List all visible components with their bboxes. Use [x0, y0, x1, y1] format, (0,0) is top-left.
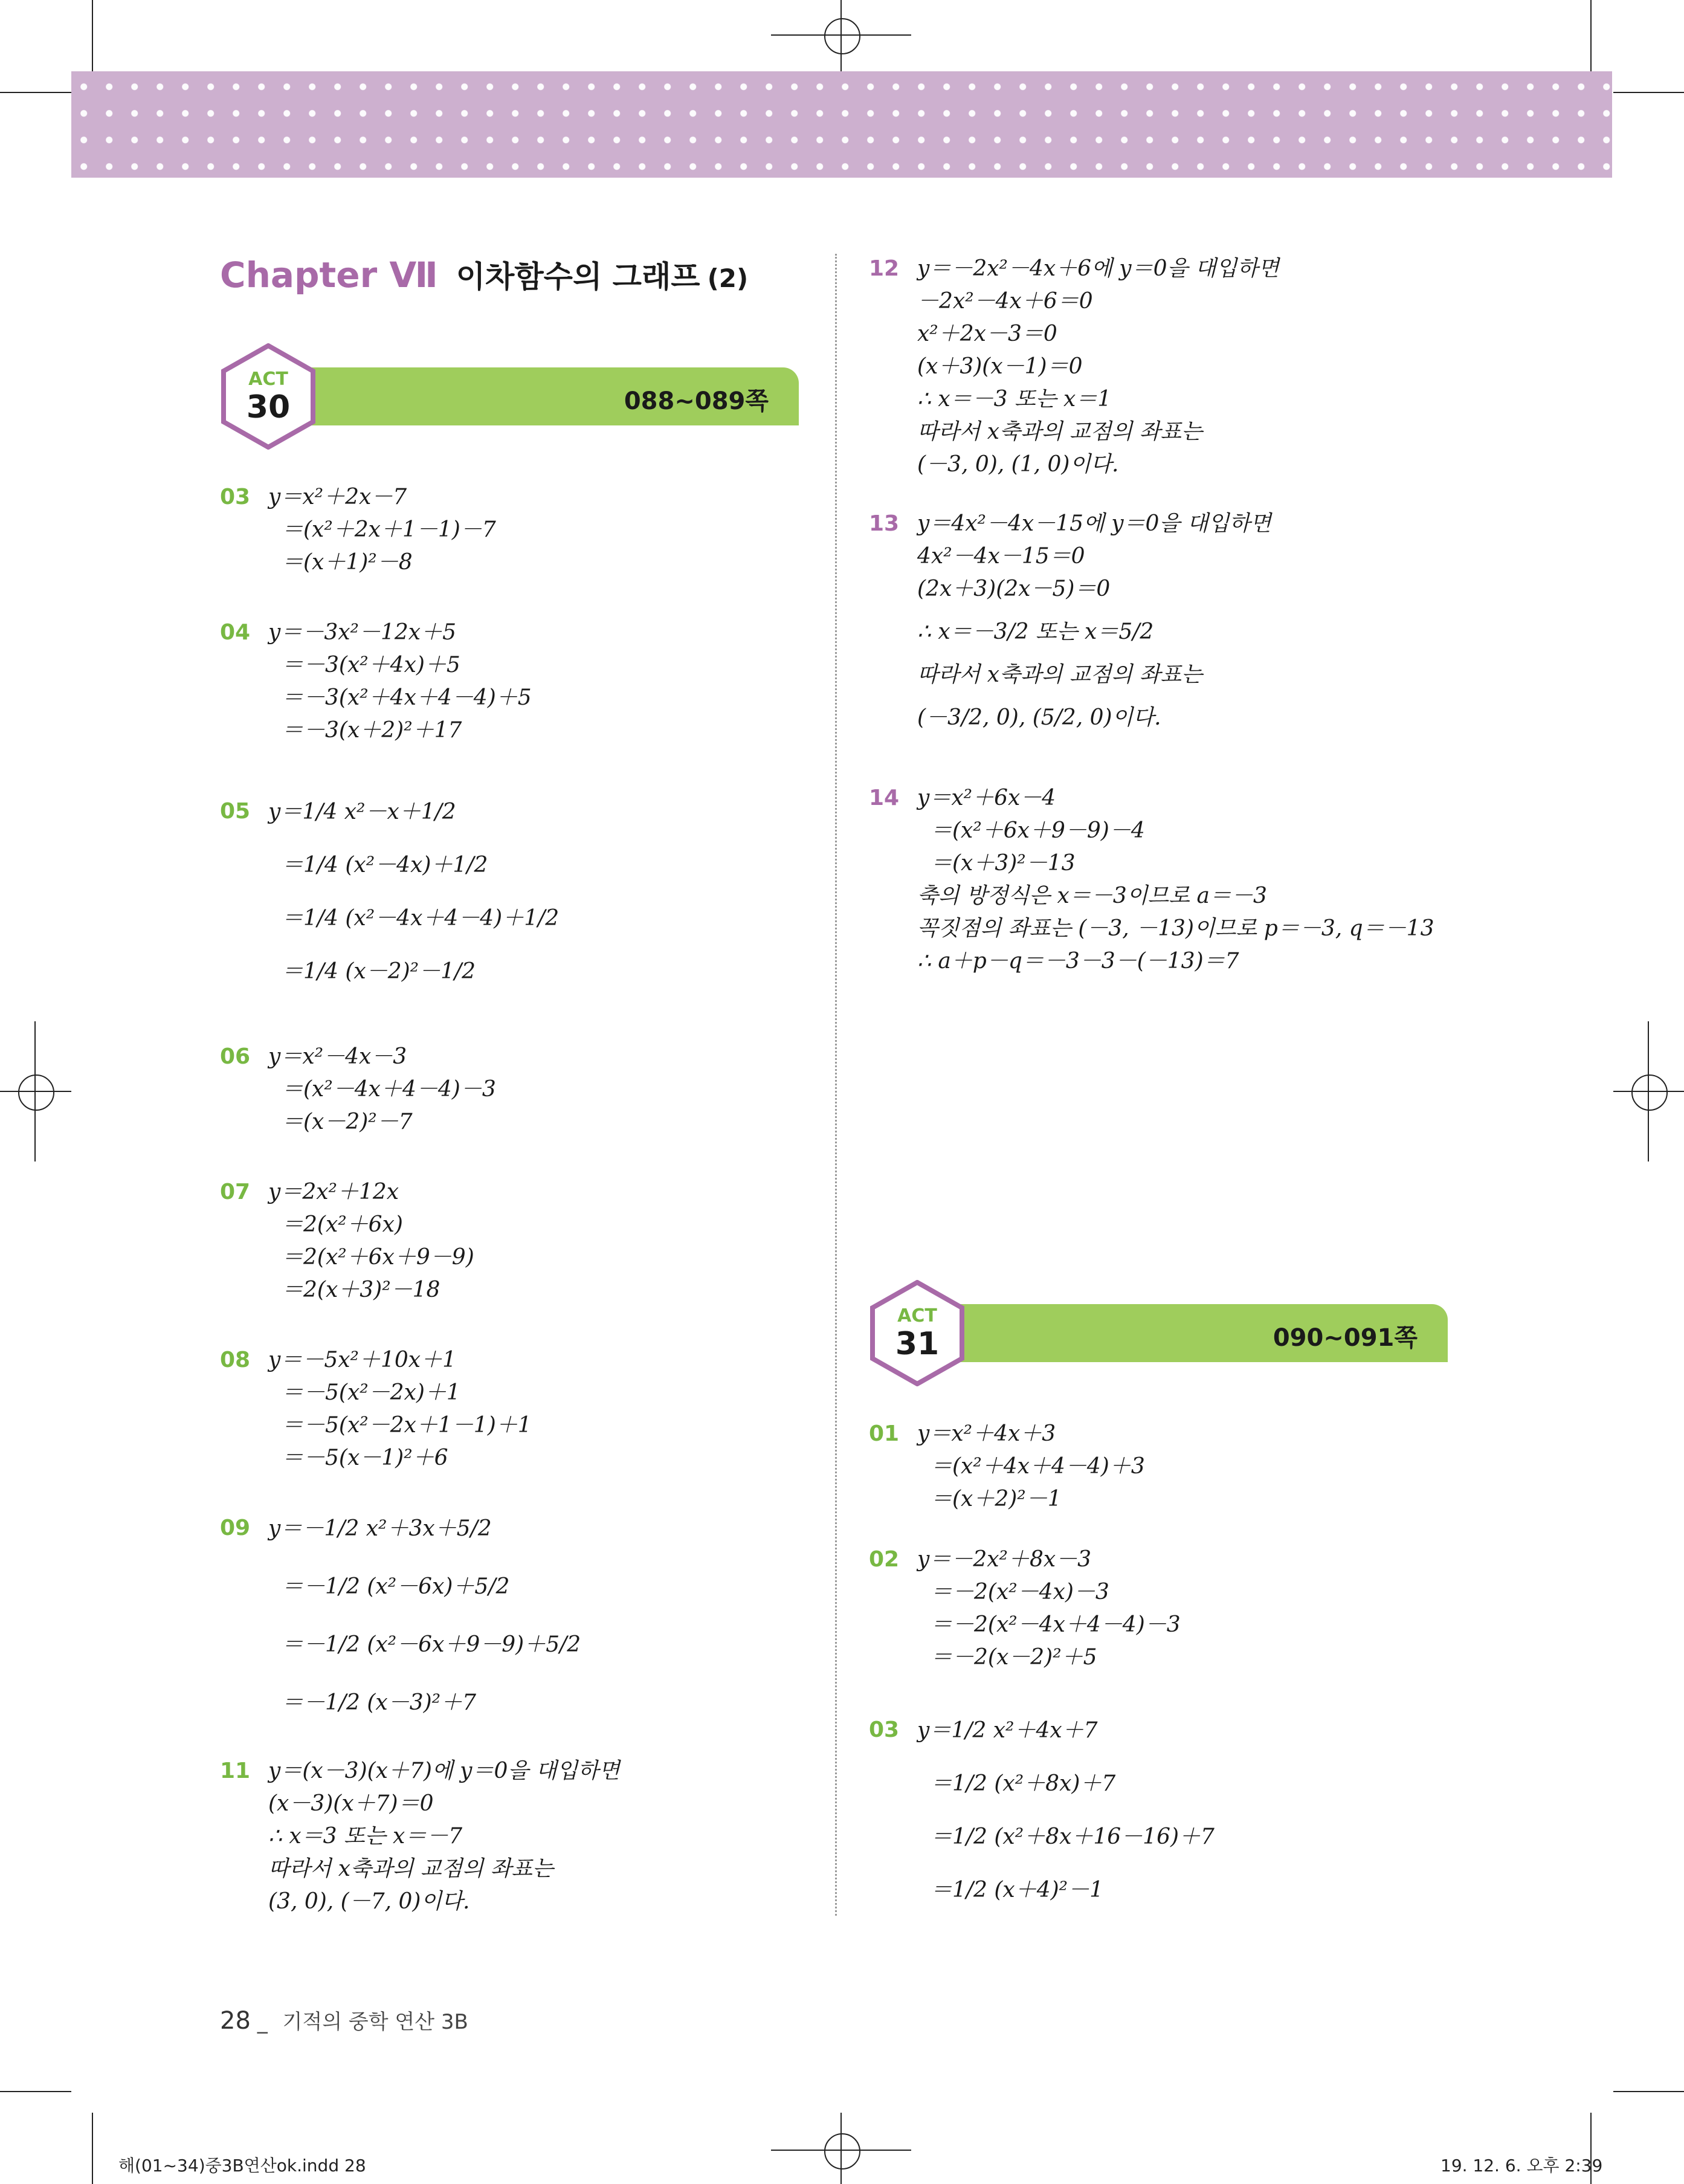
act-30-label: ACT [248, 369, 288, 390]
registration-mark [34, 1021, 36, 1161]
problem-number: 06 [220, 1044, 251, 1069]
registration-mark [824, 18, 860, 54]
solution-line: 4x²－4x－15＝0 [917, 544, 1085, 569]
problem-number: 07 [220, 1180, 251, 1204]
solution-line: y＝x²－4x－3 [268, 1044, 407, 1069]
solution-line: y＝－1/2 x²＋3x＋5/2 [268, 1516, 492, 1541]
act-31-bar [909, 1304, 1448, 1362]
solution-line: y＝4x²－4x－15에 y＝0을 대입하면 [917, 511, 1271, 536]
chapter-heading [220, 253, 748, 301]
solution-line: y＝x²＋2x－7 [268, 485, 407, 509]
slug-date: 19. 12. 6. 오후 2:39 [1440, 2156, 1603, 2176]
solution-line: 축의 방정식은 x＝－3이므로 a＝－3 [917, 884, 1267, 908]
solution-line: ＝－2(x²－4x＋4－4)－3 [931, 1612, 1181, 1637]
solution-line: ＝1/2 (x＋4)²－1 [931, 1878, 1104, 1902]
solution-line: y＝1/2 x²＋4x＋7 [917, 1718, 1098, 1743]
solution-line: ＝－3(x＋2)²＋17 [282, 718, 462, 743]
footer-separator: _ [257, 2010, 268, 2034]
solution-line: ∴ x＝－3 또는 x＝1 [917, 387, 1112, 412]
solution-line: y＝x²＋4x＋3 [917, 1421, 1056, 1446]
registration-mark [1631, 1074, 1668, 1111]
problem-number: 08 [220, 1348, 251, 1372]
solution-line: y＝2x²＋12x [268, 1180, 399, 1204]
problem-number: 04 [220, 620, 251, 645]
problem-number: 05 [220, 799, 251, 824]
solution-line: (x＋3)(x－1)＝0 [917, 354, 1083, 379]
solution-line: x²＋2x－3＝0 [917, 321, 1057, 346]
solution-line: y＝－2x²－4x＋6에 y＝0을 대입하면 [917, 256, 1279, 281]
crop-mark [0, 2091, 71, 2092]
crop-mark [92, 0, 93, 71]
registration-mark [840, 2113, 842, 2184]
column-divider [835, 254, 837, 1916]
solution-line: ＝(x²＋6x＋9－9)－4 [931, 818, 1145, 843]
solution-line: ＝－1/2 (x－3)²＋7 [282, 1690, 477, 1715]
problem-number: 03 [869, 1717, 900, 1742]
solution-line: ＝(x²－4x＋4－4)－3 [282, 1077, 496, 1102]
problem-number: 01 [869, 1421, 900, 1446]
solution-line: ＝－3(x²＋4x＋4－4)＋5 [282, 685, 532, 710]
solution-line: (3, 0), (－7, 0)이다. [268, 1889, 470, 1914]
solution-line: ＝(x－2)²－7 [282, 1110, 413, 1134]
crop-mark [1590, 0, 1592, 71]
act-31-pages: 090~091쪽 [1273, 1324, 1418, 1352]
solution-line: (x－3)(x＋7)＝0 [268, 1791, 434, 1816]
solution-line: 따라서 x축과의 교점의 좌표는 [917, 662, 1202, 687]
crop-mark [1613, 92, 1684, 93]
solution-line: (2x＋3)(2x－5)＝0 [917, 577, 1111, 601]
solution-line: ∴ x＝3 또는 x＝－7 [268, 1824, 463, 1849]
solution-line: y＝－2x²＋8x－3 [917, 1547, 1092, 1572]
registration-mark [18, 1074, 54, 1111]
solution-line: ＝－3(x²＋4x)＋5 [282, 653, 460, 677]
page-number: 28 [220, 2007, 251, 2035]
solution-line: ∴ a＋p－q＝－3－3－(－13)＝7 [917, 949, 1239, 974]
solution-line: ＝－5(x²－2x＋1－1)＋1 [282, 1413, 532, 1438]
act-30-number: 30 [246, 389, 291, 425]
solution-line: ＝1/4 (x－2)²－1/2 [282, 959, 476, 984]
solution-line: ＝(x＋1)²－8 [282, 550, 413, 575]
solution-line: ＝－2(x－2)²＋5 [931, 1645, 1097, 1670]
registration-mark [1648, 1021, 1649, 1161]
solution-line: ＝－1/2 (x²－6x＋9－9)＋5/2 [282, 1632, 581, 1657]
solution-line: ＝2(x²＋6x) [282, 1212, 403, 1237]
book-title: 기적의 중학 연산 3B [282, 2010, 468, 2034]
solution-line: ＝－5(x²－2x)＋1 [282, 1380, 460, 1405]
registration-mark [824, 2133, 860, 2169]
crop-mark [0, 92, 71, 93]
crop-mark [92, 2113, 93, 2184]
problem-number: 13 [869, 511, 900, 536]
problem-number: 03 [220, 485, 251, 509]
solution-line: 따라서 x축과의 교점의 좌표는 [917, 419, 1202, 444]
solution-line: y＝1/4 x²－x＋1/2 [268, 800, 456, 824]
act-30-pages: 088~089쪽 [624, 387, 769, 415]
solution-line: ＝1/2 (x²＋8x＋16－16)＋7 [931, 1824, 1215, 1849]
solution-line: －2x²－4x＋6＝0 [917, 289, 1093, 314]
solution-line: ＝1/4 (x²－4x)＋1/2 [282, 853, 488, 877]
solution-line: ＝1/2 (x²＋8x)＋7 [931, 1771, 1116, 1796]
solution-line: y＝－5x²＋10x＋1 [268, 1348, 456, 1372]
solution-line: ＝(x＋2)²－1 [931, 1487, 1062, 1511]
problem-number: 14 [869, 786, 900, 810]
solution-line: ＝(x²＋2x＋1－1)－7 [282, 517, 496, 542]
solution-line: y＝x²＋6x－4 [917, 786, 1056, 810]
page-footer [220, 2005, 468, 2035]
solution-line: y＝(x－3)(x＋7)에 y＝0을 대입하면 [268, 1759, 620, 1783]
solution-line: (－3, 0), (1, 0)이다. [917, 452, 1119, 477]
act-30-bar [260, 367, 799, 425]
act-31-label: ACT [897, 1305, 937, 1326]
chapter-title: 이차함수의 그래프 [456, 259, 700, 294]
solution-line: ＝(x²＋4x＋4－4)＋3 [931, 1454, 1145, 1479]
solution-line: ＝(x＋3)²－13 [931, 851, 1076, 876]
solution-line: ＝－2(x²－4x)－3 [931, 1580, 1109, 1604]
chapter-label: Chapter Ⅶ [220, 254, 438, 296]
problem-number: 11 [220, 1759, 251, 1783]
registration-mark [0, 1091, 71, 1092]
solution-line: ∴ x＝－3/2 또는 x＝5/2 [917, 619, 1154, 644]
act-31-number: 31 [895, 1326, 940, 1362]
problem-number: 12 [869, 256, 900, 281]
chapter-part: (2) [707, 263, 749, 293]
solution-line: ＝－5(x－1)²＋6 [282, 1446, 448, 1470]
solution-line: ＝1/4 (x²－4x＋4－4)＋1/2 [282, 906, 560, 931]
solution-line: 꼭짓점의 좌표는 (－3, －13)이므로 p＝－3, q＝－13 [917, 916, 1434, 941]
problem-number: 02 [869, 1547, 900, 1572]
slug-file: 해(01~34)중3B연산ok.indd 28 [118, 2156, 366, 2176]
registration-mark [840, 0, 842, 71]
solution-line: (－3/2, 0), (5/2, 0)이다. [917, 705, 1161, 730]
solution-line: ＝2(x＋3)²－18 [282, 1278, 440, 1302]
solution-line: ＝2(x²＋6x＋9－9) [282, 1245, 474, 1270]
act-30-badge [220, 343, 317, 450]
solution-line: y＝－3x²－12x＋5 [268, 620, 456, 645]
solution-line: 따라서 x축과의 교점의 좌표는 [268, 1856, 553, 1881]
header-band-pattern [71, 71, 1612, 178]
problem-number: 09 [220, 1516, 251, 1540]
solution-line: ＝－1/2 (x²－6x)＋5/2 [282, 1574, 510, 1599]
crop-mark [1613, 2091, 1684, 2092]
act-31-badge [869, 1280, 966, 1386]
